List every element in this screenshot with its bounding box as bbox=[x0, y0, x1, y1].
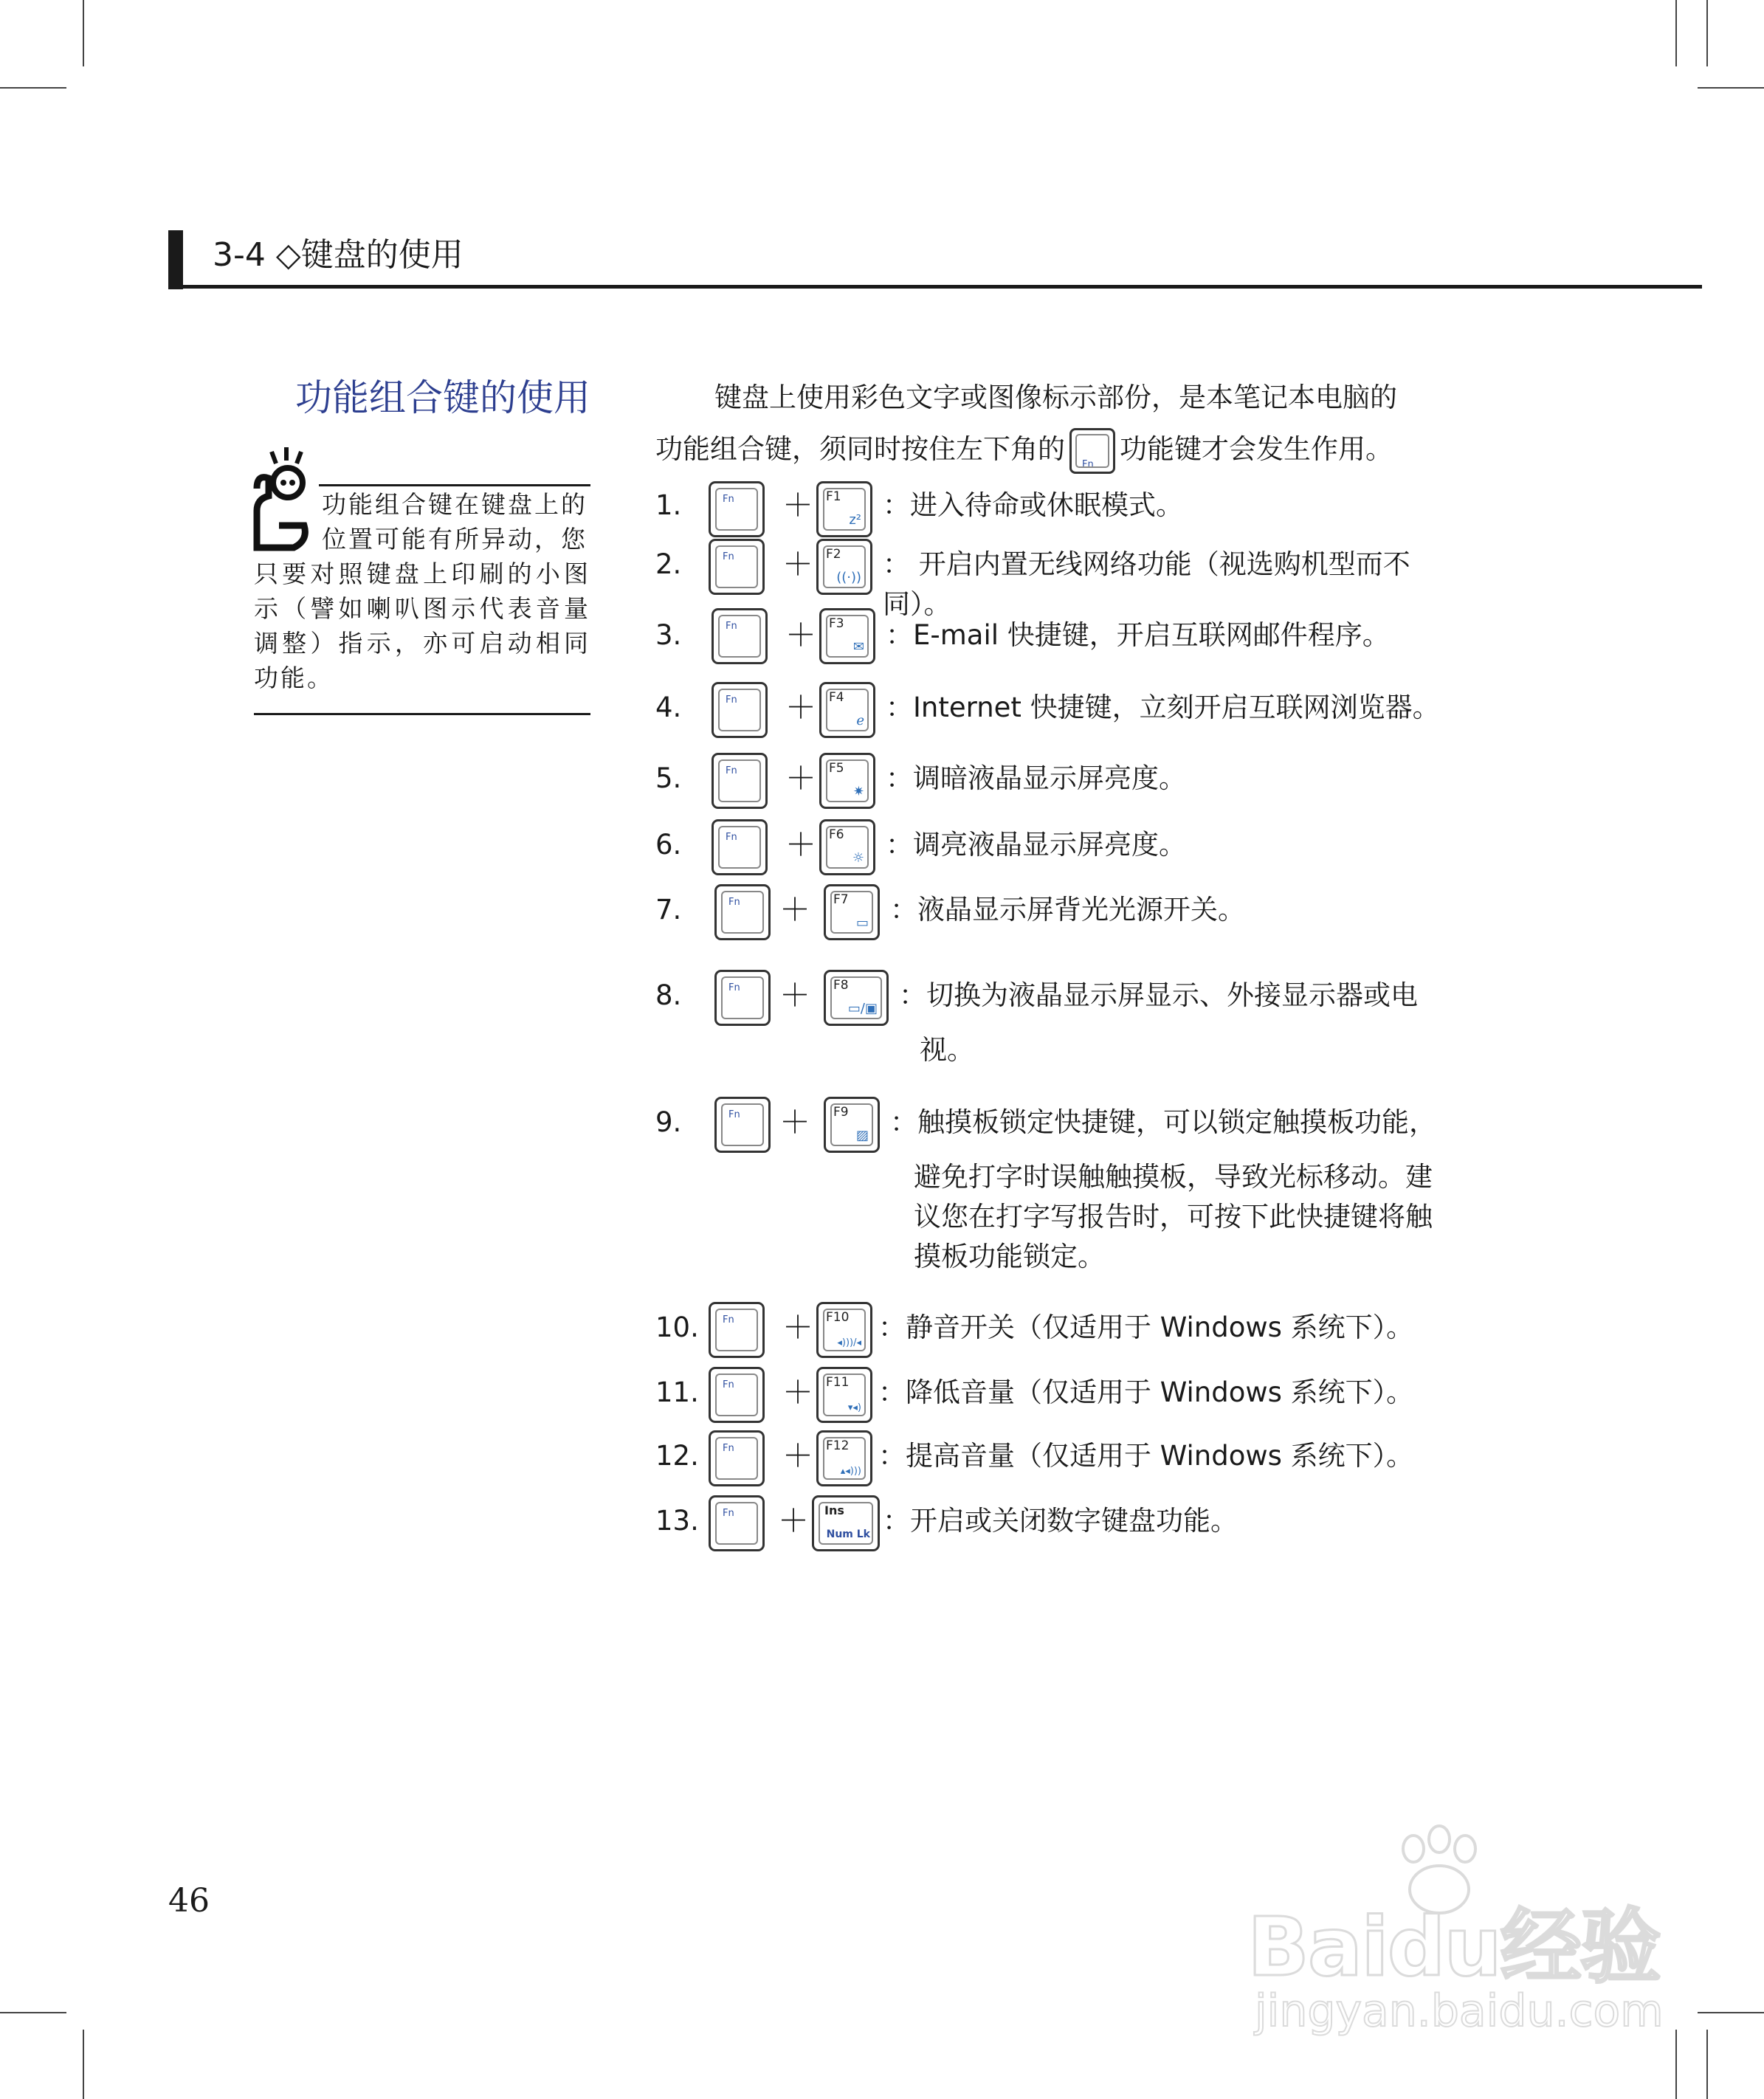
plus-sign: ＋ bbox=[782, 546, 814, 582]
f4-key-icon: F4 ℯ bbox=[819, 682, 875, 738]
item-number: 9. bbox=[655, 1106, 682, 1138]
item-number: 11. bbox=[655, 1376, 699, 1408]
f7-key-icon: F7 ▭ bbox=[824, 884, 880, 940]
header-rule bbox=[168, 285, 1702, 289]
fn-key-icon: Fn bbox=[712, 608, 768, 664]
item-number: 13. bbox=[655, 1505, 699, 1537]
note-text bbox=[254, 487, 590, 695]
fn-key-icon: Fn bbox=[709, 1430, 765, 1486]
item-description: ：E-mail 快捷键，开启互联网邮件程序。 bbox=[886, 619, 1390, 651]
f2-key-icon: F2 ((·)) bbox=[816, 539, 872, 595]
note-top-rule bbox=[319, 484, 590, 486]
page-number: 46 bbox=[168, 1882, 210, 1920]
crop-mark bbox=[1706, 2030, 1708, 2099]
item-number: 8. bbox=[655, 979, 682, 1011]
fn-key-icon: Fn bbox=[709, 539, 765, 595]
note-bottom-rule bbox=[254, 713, 590, 715]
item-number: 5. bbox=[655, 762, 682, 794]
item-description: ：静音开关（仅适用于 Windows 系统下）。 bbox=[878, 1312, 1414, 1343]
item-description: ：调暗液晶显示屏亮度。 bbox=[886, 762, 1186, 794]
item-description: ：触摸板锁定快捷键，可以锁定触摸板功能， bbox=[890, 1106, 1436, 1138]
section-title: 3-4 ◇键盘的使用 bbox=[213, 236, 464, 274]
fn-key-icon: Fn bbox=[714, 1097, 771, 1153]
item-description: ：开启或关闭数字键盘功能。 bbox=[883, 1505, 1238, 1537]
plus-sign: ＋ bbox=[785, 827, 817, 863]
item-description: 摸板功能锁定。 bbox=[914, 1241, 1105, 1272]
item-description: ：调亮液晶显示屏亮度。 bbox=[886, 829, 1186, 861]
plus-sign: ＋ bbox=[782, 1374, 814, 1410]
item-description: ：提高音量（仅适用于 Windows 系统下）。 bbox=[878, 1440, 1414, 1472]
plus-sign: ＋ bbox=[782, 1309, 814, 1345]
fn-key-icon: Fn bbox=[712, 819, 768, 875]
plus-sign: ＋ bbox=[779, 892, 811, 928]
fn-key-icon: Fn bbox=[714, 970, 771, 1026]
f11-key-icon: F11 ▾◂) bbox=[816, 1367, 872, 1423]
fn-key-icon: Fn bbox=[712, 753, 768, 809]
item-description: ：Internet 快捷键，立刻开启互联网浏览器。 bbox=[886, 692, 1440, 723]
f1-key-icon: F1 z² bbox=[816, 481, 872, 537]
item-number: 7. bbox=[655, 894, 682, 926]
f9-key-icon: F9 ▨ bbox=[824, 1097, 880, 1153]
crop-mark bbox=[1675, 0, 1677, 66]
plus-sign: ＋ bbox=[785, 617, 817, 653]
item-description: ：液晶显示屏背光光源开关。 bbox=[890, 894, 1245, 926]
intro-paragraph bbox=[655, 372, 1482, 475]
crop-mark bbox=[1675, 2030, 1677, 2099]
plus-sign: ＋ bbox=[779, 977, 811, 1013]
f5-key-icon: F5 ✷ bbox=[819, 753, 875, 809]
crop-mark bbox=[1698, 87, 1764, 89]
item-number: 2. bbox=[655, 548, 682, 580]
item-number: 12. bbox=[655, 1440, 699, 1472]
watermark bbox=[1247, 1823, 1664, 2044]
item-number: 3. bbox=[655, 619, 682, 651]
intro-line: 功能键才会发生作用。 bbox=[1120, 433, 1393, 465]
note-line: 位置可能有所异动，您 bbox=[322, 525, 588, 554]
item-description: ：降低音量（仅适用于 Windows 系统下）。 bbox=[878, 1376, 1414, 1408]
crop-mark bbox=[0, 2012, 66, 2013]
item-number: 1. bbox=[655, 489, 682, 521]
item-description: 视。 bbox=[920, 1034, 974, 1066]
plus-sign: ＋ bbox=[785, 689, 817, 725]
item-description: ： 开启内置无线网络功能（视选购机型而不同）。 bbox=[883, 548, 1410, 620]
ins-numlk-key-icon: Ins Num Lk bbox=[812, 1495, 880, 1551]
fn-key-icon: Fn bbox=[1069, 428, 1115, 474]
f12-key-icon: F12 ▴◂))) bbox=[816, 1430, 872, 1486]
fn-key-icon: Fn bbox=[712, 682, 768, 738]
f3-key-icon: F3 ✉ bbox=[819, 608, 875, 664]
item-number: 10. bbox=[655, 1312, 699, 1343]
plus-sign: ＋ bbox=[778, 1503, 810, 1539]
item-number: 6. bbox=[655, 829, 682, 861]
fn-key-icon: Fn bbox=[709, 481, 765, 537]
fn-key-icon: Fn bbox=[709, 1495, 765, 1551]
note-body: 只要对照键盘上印刷的小图示（譬如喇叭图示代表音量调整）指示，亦可启动相同功能。 bbox=[254, 559, 590, 692]
note-line: 功能组合键在键盘上的 bbox=[322, 490, 588, 519]
plus-sign: ＋ bbox=[782, 487, 814, 523]
item-description: ：进入待命或休眠模式。 bbox=[883, 489, 1183, 521]
plus-sign: ＋ bbox=[779, 1104, 811, 1140]
item-description: ：切换为液晶显示屏显示、外接显示器或电 bbox=[899, 979, 1418, 1011]
section-marker bbox=[168, 230, 183, 289]
f10-key-icon: F10 ◂)))/◂ bbox=[816, 1302, 872, 1358]
item-number: 4. bbox=[655, 692, 682, 723]
f6-key-icon: F6 ☼ bbox=[819, 819, 875, 875]
crop-mark bbox=[83, 2030, 84, 2099]
watermark-logo: Baidu经验 bbox=[1247, 1900, 1660, 1994]
plus-sign: ＋ bbox=[785, 760, 817, 796]
crop-mark bbox=[83, 0, 84, 66]
item-description: 避免打字时误触触摸板，导致光标移动。建 bbox=[914, 1161, 1433, 1193]
intro-line: 键盘上使用彩色文字或图像标示部份，是本笔记本电脑的 bbox=[714, 382, 1397, 413]
watermark-url: jingyan.baidu.com bbox=[1255, 1985, 1664, 2037]
fn-key-icon: Fn bbox=[709, 1367, 765, 1423]
item-description: 议您在打字写报告时，可按下此快捷键将触 bbox=[914, 1201, 1433, 1233]
f8-key-icon: F8 ▭/▣ bbox=[824, 970, 889, 1026]
sidebar-title: 功能组合键的使用 bbox=[295, 376, 590, 419]
fn-key-icon: Fn bbox=[714, 884, 771, 940]
crop-mark bbox=[1706, 0, 1708, 66]
crop-mark bbox=[0, 87, 66, 89]
intro-line: 功能组合键，须同时按住左下角的 bbox=[655, 433, 1065, 465]
fn-key-icon: Fn bbox=[709, 1302, 765, 1358]
crop-mark bbox=[1698, 2012, 1764, 2013]
plus-sign: ＋ bbox=[782, 1438, 814, 1474]
